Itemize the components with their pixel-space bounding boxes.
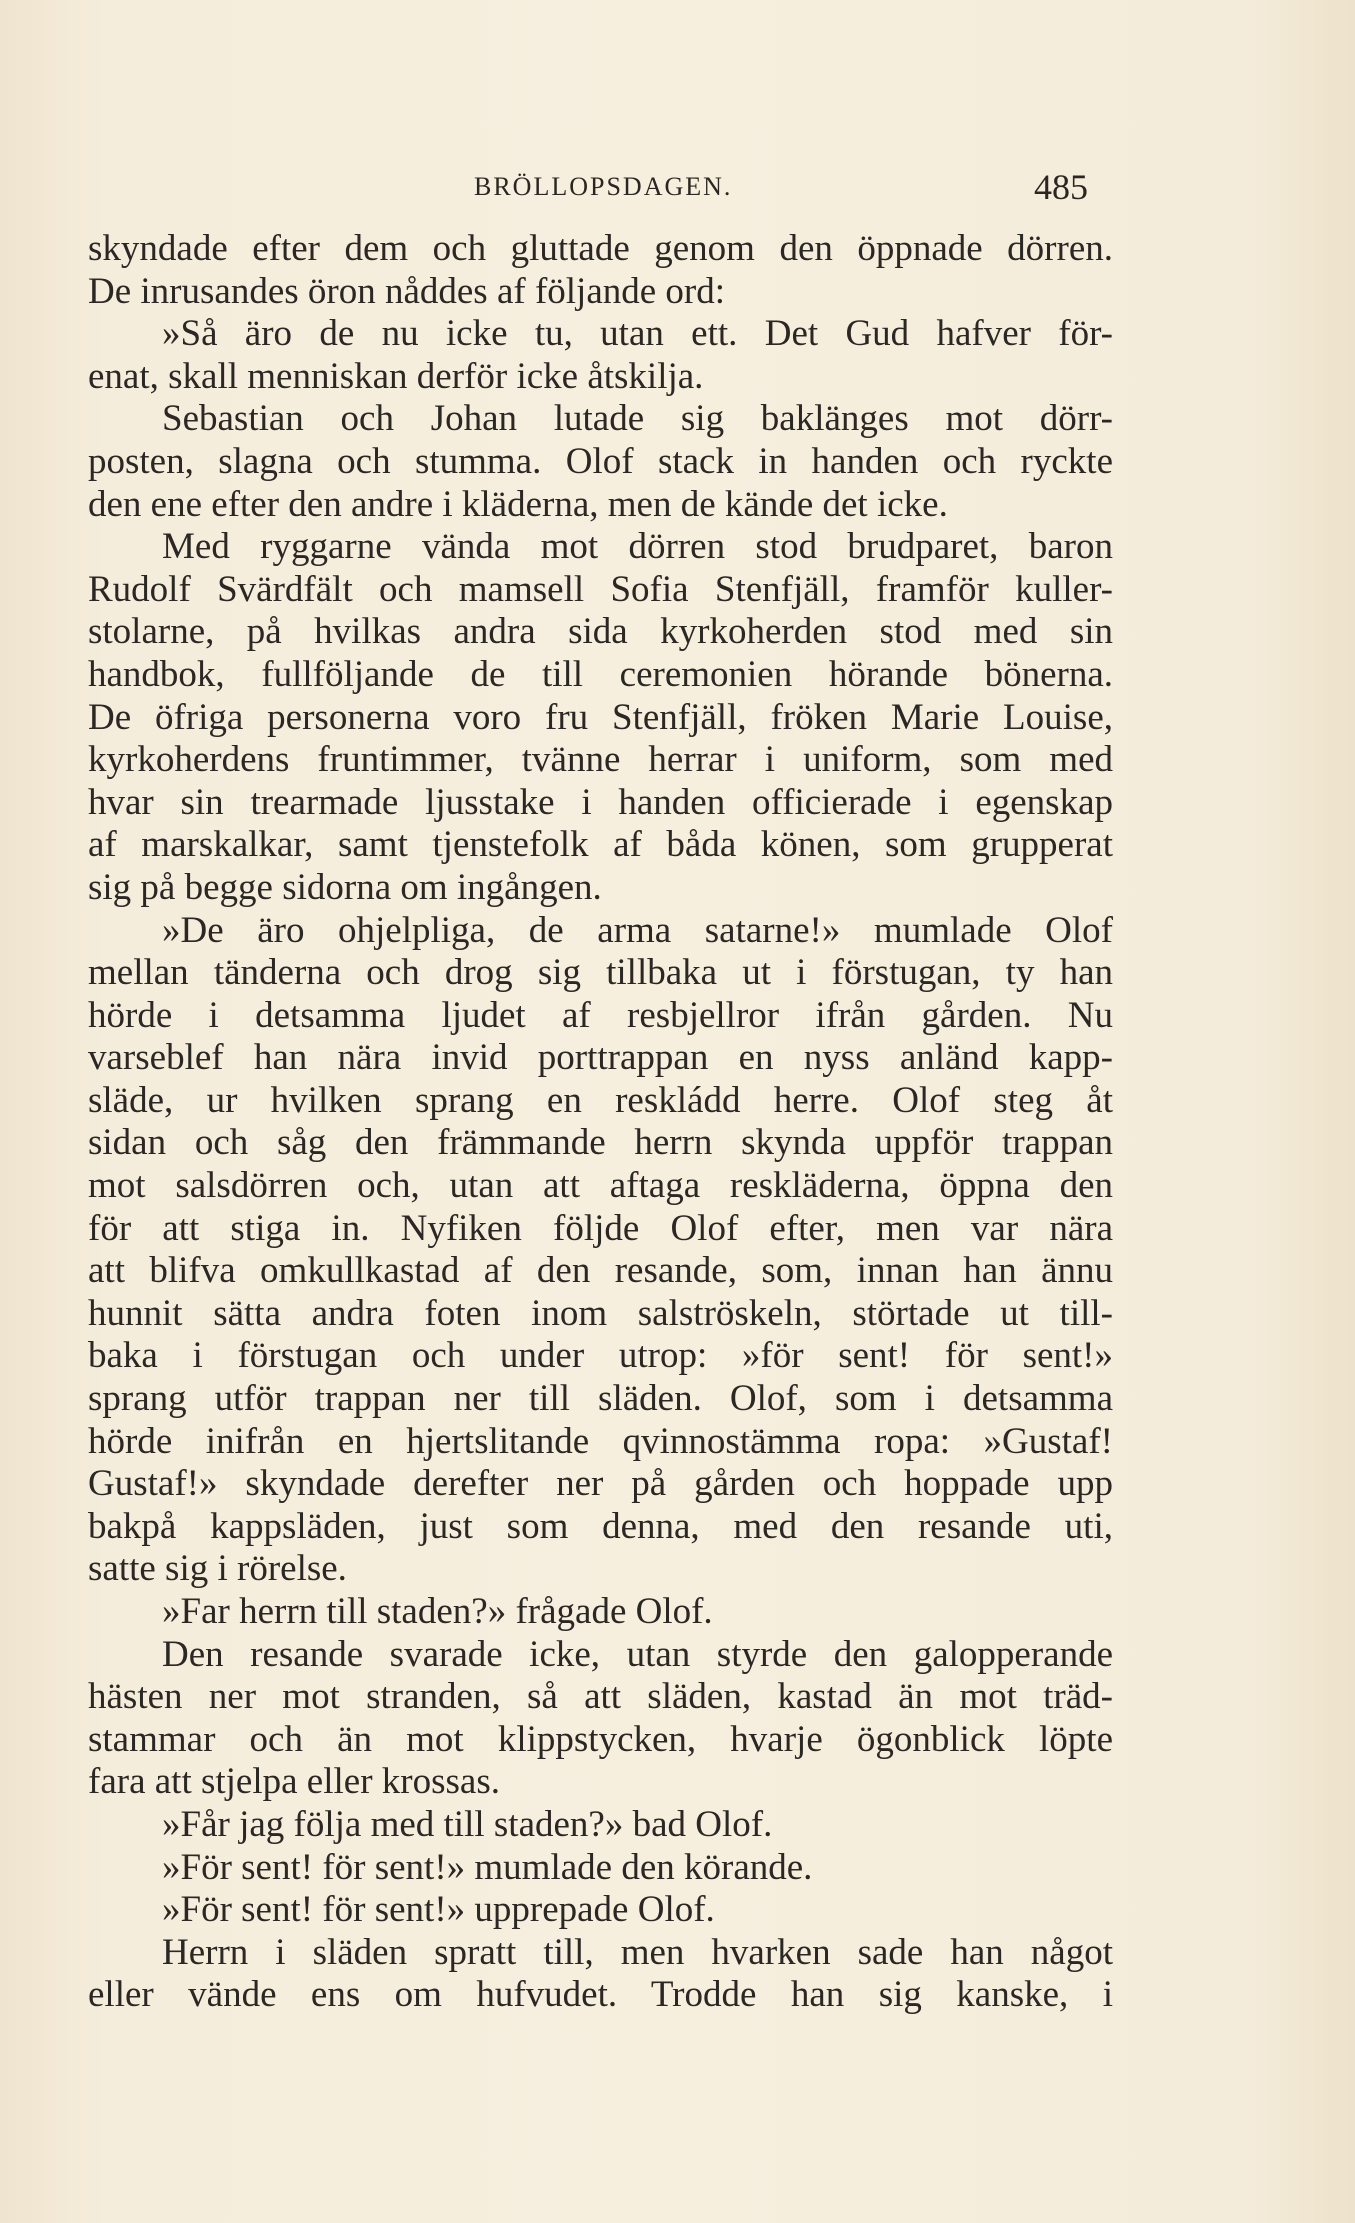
text-line: af marskalkar, samt tjenstefolk af båda könen, som grupperat — [88, 824, 1113, 866]
page-header — [88, 166, 1088, 216]
text-line: hörde i detsamma ljudet af resbjellror ifrån gården. Nu — [88, 994, 1113, 1036]
text-line: »Får jag följa med till staden?» bad Olof. — [162, 1803, 773, 1845]
text-line: Gustaf!» skyndade derefter ner på gården och hoppade upp — [88, 1463, 1113, 1505]
text-line: »För sent! för sent!» mumlade den körande. — [162, 1846, 813, 1888]
body-text — [88, 228, 1113, 2017]
text-line: satte sig i rörelse. — [88, 1548, 347, 1590]
running-head: BRÖLLOPSDAGEN. — [474, 172, 733, 201]
text-line: Herrn i släden spratt till, men hvarken sade han något — [162, 1931, 1113, 1973]
text-line: Sebastian och Johan lutade sig baklänges mot dörr- — [162, 398, 1113, 440]
text-line: Med ryggarne vända mot dörren stod brudparet, baron — [162, 526, 1113, 568]
text-line: De öfriga personerna voro fru Stenfjäll, fröken Marie Louise, — [88, 696, 1113, 738]
text-line: mellan tänderna och drog sig tillbaka ut i förstugan, ty han — [88, 952, 1113, 994]
text-line: sidan och såg den främmande herrn skynda uppför trappan — [88, 1122, 1113, 1164]
text-line: »De äro ohjelpliga, de arma satarne!» mumlade Olof — [162, 909, 1113, 951]
text-line: släde, ur hvilken sprang en reskládd herre. Olof steg åt — [88, 1079, 1113, 1121]
text-line: hunnit sätta andra foten inom salströskeln, störtade ut till- — [88, 1292, 1113, 1334]
text-line: bakpå kappsläden, just som denna, med den resande uti, — [88, 1505, 1113, 1547]
text-line: att blifva omkullkastad af den resande, som, innan han ännu — [88, 1250, 1113, 1292]
text-line: Den resande svarade icke, utan styrde den galopperande — [162, 1633, 1113, 1675]
page-number: 485 — [1034, 167, 1088, 207]
text-line: enat, skall menniskan derför icke åtskilja. — [88, 355, 704, 397]
text-line: hästen ner mot stranden, så att släden, kastad än mot träd- — [88, 1676, 1113, 1718]
text-line: posten, slagna och stumma. Olof stack in handen och ryckte — [88, 440, 1113, 482]
text-line: Rudolf Svärdfält och mamsell Sofia Stenfjäll, framför kuller- — [88, 568, 1113, 610]
text-line: baka i förstugan och under utrop: »för sent! för sent!» — [88, 1335, 1113, 1377]
text-line: hörde inifrån en hjertslitande qvinnostämma ropa: »Gustaf! — [88, 1420, 1113, 1462]
text-line: »För sent! för sent!» upprepade Olof. — [162, 1889, 715, 1931]
text-line: hvar sin trearmade ljusstake i handen officierade i egenskap — [88, 781, 1113, 823]
text-line: kyrkoherdens fruntimmer, tvänne herrar i uniform, som med — [88, 739, 1113, 781]
text-line: »Så äro de nu icke tu, utan ett. Det Gud hafver för- — [162, 313, 1113, 355]
text-line: för att stiga in. Nyfiken följde Olof efter, men var nära — [88, 1207, 1113, 1249]
text-line: fara att stjelpa eller krossas. — [88, 1761, 500, 1803]
text-line: stammar och än mot klippstycken, hvarje ögonblick löpte — [88, 1718, 1113, 1760]
text-line: den ene efter den andre i kläderna, men de kände det icke. — [88, 483, 948, 525]
text-line: stolarne, på hvilkas andra sida kyrkoherden stod med sin — [88, 611, 1113, 653]
text-line: varseblef han nära invid porttrappan en nyss anländ kapp- — [88, 1037, 1113, 1079]
text-line: mot salsdörren och, utan att aftaga reskläderna, öppna den — [88, 1165, 1113, 1207]
text-line: »Far herrn till staden?» frågade Olof. — [162, 1591, 713, 1632]
text-line: sig på begge sidorna om ingången. — [88, 866, 602, 908]
text-line: skyndade efter dem och gluttade genom den öppnade dörren. — [88, 228, 1113, 269]
text-line: eller vände ens om hufvudet. Trodde han sig kanske, i — [88, 1974, 1113, 2016]
text-line: sprang utför trappan ner till släden. Olof, som i detsamma — [88, 1378, 1113, 1420]
text-line: handbok, fullföljande de till ceremonien hörande bönerna. — [88, 653, 1113, 695]
text-line: De inrusandes öron nåddes af följande ord: — [88, 270, 726, 312]
